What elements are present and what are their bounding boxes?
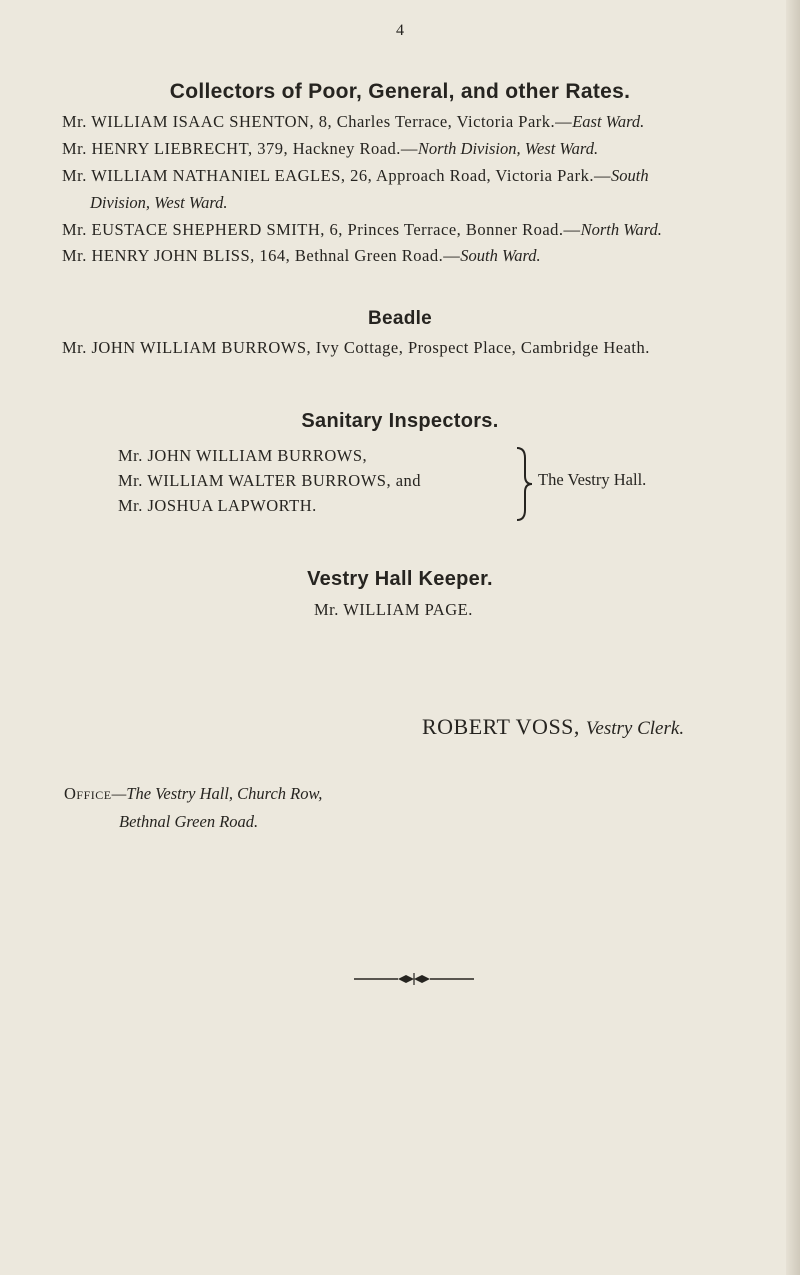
- collector-entry: Mr. EUSTACE SHEPHERD SMITH, 6, Princes Terrace, Bonner Road.—North Ward.: [62, 220, 662, 239]
- sanitary-heading: Sanitary Inspectors.: [301, 410, 499, 432]
- clerk-role: Vestry Clerk.: [585, 718, 685, 739]
- page-number: 4: [396, 22, 404, 39]
- inspector-name: Mr. WILLIAM WALTER BURROWS, and: [118, 471, 422, 490]
- collector-entry: Mr. HENRY JOHN BLISS, 164, Bethnal Green Road.—South Ward.: [62, 246, 541, 265]
- collector-entry-continuation: Division, West Ward.: [90, 193, 228, 212]
- inspectors-location: The Vestry Hall.: [538, 470, 647, 489]
- inspector-name: Mr. JOHN WILLIAM BURROWS,: [118, 446, 368, 465]
- divider-ornament-icon: [354, 972, 474, 986]
- office-address: [64, 784, 322, 804]
- collectors-heading: Collectors of Poor, General, and other Rates.: [169, 80, 631, 103]
- right-brace-icon: [513, 446, 535, 522]
- collector-entry: Mr. WILLIAM NATHANIEL EAGLES, 26, Approach Road, Victoria Park.—South: [62, 166, 649, 185]
- office-address-line1: —The Vestry Hall, Church Row,: [111, 784, 323, 803]
- page-edge-shadow: [786, 0, 800, 1275]
- office-address-line2: Bethnal Green Road.: [119, 812, 259, 831]
- clerk-signature: [422, 714, 684, 740]
- keeper-entry: Mr. WILLIAM PAGE.: [314, 600, 473, 619]
- clerk-name: ROBERT VOSS,: [422, 714, 580, 739]
- beadle-heading: Beadle: [367, 308, 433, 329]
- collector-entry: Mr. WILLIAM ISAAC SHENTON, 8, Charles Terrace, Victoria Park.—East Ward.: [62, 112, 645, 131]
- sanitary-inspectors-list: [118, 446, 718, 526]
- office-label: Office: [64, 784, 112, 803]
- keeper-heading: Vestry Hall Keeper.: [307, 568, 493, 590]
- inspector-name: Mr. JOSHUA LAPWORTH.: [118, 496, 317, 515]
- beadle-entry: Mr. JOHN WILLIAM BURROWS, Ivy Cottage, Prospect Place, Cambridge Heath.: [62, 338, 650, 357]
- collector-entry: Mr. HENRY LIEBRECHT, 379, Hackney Road.—North Division, West Ward.: [62, 139, 599, 158]
